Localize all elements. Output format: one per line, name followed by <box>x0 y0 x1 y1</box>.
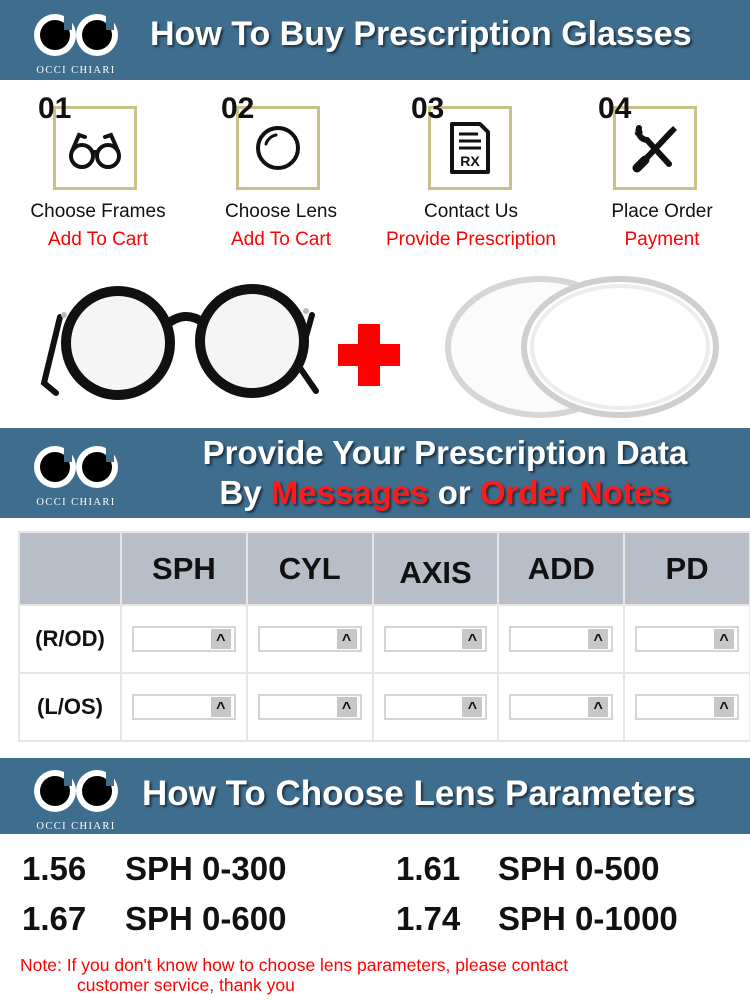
lens-index: 1.56 <box>22 850 87 887</box>
pd-cell <box>624 605 750 673</box>
table-row <box>19 605 750 673</box>
axis-stepper[interactable] <box>384 626 488 652</box>
prescription-table <box>18 531 750 742</box>
prescription-banner <box>0 428 750 518</box>
cyl-stepper[interactable] <box>258 626 362 652</box>
chevron-up-icon[interactable]: ^ <box>337 697 357 717</box>
col-header-cyl: CYL <box>247 532 373 605</box>
chevron-up-icon[interactable]: ^ <box>211 629 231 649</box>
add-stepper[interactable] <box>509 694 613 720</box>
page-title: How To Buy Prescription Glasses <box>150 15 692 53</box>
brand-name: OCCI CHIARI <box>36 821 116 832</box>
cyl-stepper[interactable] <box>258 694 362 720</box>
step-number: 04 <box>598 92 632 125</box>
col-header-axis: AXIS <box>373 532 499 605</box>
stepper-value[interactable] <box>511 628 588 650</box>
table-header-row <box>19 532 750 605</box>
chevron-up-icon[interactable]: ^ <box>462 629 482 649</box>
rx-text: RX <box>460 153 480 169</box>
lens-sph-range: SPH 0-300 <box>125 850 287 887</box>
glasses-frame-image <box>44 289 316 395</box>
messages-highlight: Messages <box>270 474 429 511</box>
lens-index: 1.74 <box>396 900 461 937</box>
stepper-value[interactable] <box>260 696 337 718</box>
header-banner <box>0 0 750 80</box>
step-sub: Add To Cart <box>231 229 331 250</box>
lens-sph-range: SPH 0-500 <box>498 850 660 887</box>
step-number: 01 <box>38 92 72 125</box>
col-header-sph: SPH <box>121 532 247 605</box>
chevron-up-icon[interactable]: ^ <box>588 697 608 717</box>
chevron-up-icon[interactable]: ^ <box>337 629 357 649</box>
tools-icon <box>625 118 685 178</box>
stepper-value[interactable] <box>134 628 211 650</box>
line2-prefix: By <box>219 474 271 511</box>
add-cell <box>498 673 624 741</box>
row-label-right-eye: (R/OD) <box>19 605 121 673</box>
pd-cell <box>624 673 750 741</box>
chevron-up-icon[interactable]: ^ <box>588 629 608 649</box>
stepper-value[interactable] <box>134 696 211 718</box>
cyl-cell <box>247 673 373 741</box>
brand-name: OCCI CHIARI <box>36 65 116 76</box>
brand-logo <box>28 8 124 76</box>
glasses-plus-lens-illustration <box>0 265 750 420</box>
prescription-line2 <box>140 473 750 513</box>
step-sub: Add To Cart <box>48 229 148 250</box>
line2-or: or <box>428 474 480 511</box>
step-number: 02 <box>221 92 255 125</box>
lens-sph-range: SPH 0-600 <box>125 900 287 937</box>
chevron-up-icon[interactable]: ^ <box>462 697 482 717</box>
col-header-pd: PD <box>624 532 750 605</box>
plus-icon <box>338 324 400 386</box>
brand-logo <box>28 764 124 832</box>
order-notes-highlight: Order Notes <box>479 474 671 511</box>
brand-logo <box>28 440 124 508</box>
lens-index: 1.61 <box>396 850 461 887</box>
axis-cell <box>373 605 499 673</box>
stepper-value[interactable] <box>637 696 714 718</box>
stepper-value[interactable] <box>386 696 463 718</box>
stepper-value[interactable] <box>386 628 463 650</box>
sph-stepper[interactable] <box>132 694 236 720</box>
hero-art <box>0 265 750 420</box>
brand-name: OCCI CHIARI <box>36 497 116 508</box>
step-label: Choose Frames <box>30 201 166 222</box>
step-sub: Payment <box>624 229 700 250</box>
lens-sph-range: SPH 0-1000 <box>498 900 678 937</box>
chevron-up-icon[interactable]: ^ <box>714 629 734 649</box>
axis-stepper[interactable] <box>384 694 488 720</box>
add-stepper[interactable] <box>509 626 613 652</box>
step-number: 03 <box>411 92 445 125</box>
step-label: Place Order <box>611 201 713 222</box>
rx-document-icon <box>440 118 500 178</box>
note-line1: Note: If you don't know how to choose lens parameters, please contact <box>20 955 569 975</box>
glasses-icon <box>65 118 125 178</box>
cyl-cell <box>247 605 373 673</box>
row-label-left-eye: (L/OS) <box>19 673 121 741</box>
table-row <box>19 673 750 741</box>
sph-cell <box>121 673 247 741</box>
prescription-line1: Provide Your Prescription Data <box>202 434 688 471</box>
step-label: Contact Us <box>424 201 518 222</box>
lens-blank-image <box>448 279 716 415</box>
lens-parameters-title: How To Choose Lens Parameters <box>142 774 696 813</box>
add-cell <box>498 605 624 673</box>
purchase-steps <box>0 88 750 258</box>
lens-index: 1.67 <box>22 900 87 937</box>
help-note <box>20 955 740 995</box>
pd-stepper[interactable] <box>635 626 739 652</box>
lens-icon <box>248 118 308 178</box>
sph-stepper[interactable] <box>132 626 236 652</box>
stepper-value[interactable] <box>511 696 588 718</box>
lens-parameters-banner <box>0 758 750 834</box>
col-header-add: ADD <box>498 532 624 605</box>
axis-cell <box>373 673 499 741</box>
prescription-heading <box>140 433 750 513</box>
stepper-value[interactable] <box>637 628 714 650</box>
chevron-up-icon[interactable]: ^ <box>714 697 734 717</box>
step-sub: Provide Prescription <box>385 229 557 250</box>
pd-stepper[interactable] <box>635 694 739 720</box>
note-line2: customer service, thank you <box>77 975 295 995</box>
sph-cell <box>121 605 247 673</box>
chevron-up-icon[interactable]: ^ <box>211 697 231 717</box>
logo-rings-icon <box>28 764 124 820</box>
table-corner <box>19 532 121 605</box>
logo-rings-icon <box>28 8 124 64</box>
step-label: Choose Lens <box>225 201 337 222</box>
stepper-value[interactable] <box>260 628 337 650</box>
logo-rings-icon <box>28 440 124 496</box>
